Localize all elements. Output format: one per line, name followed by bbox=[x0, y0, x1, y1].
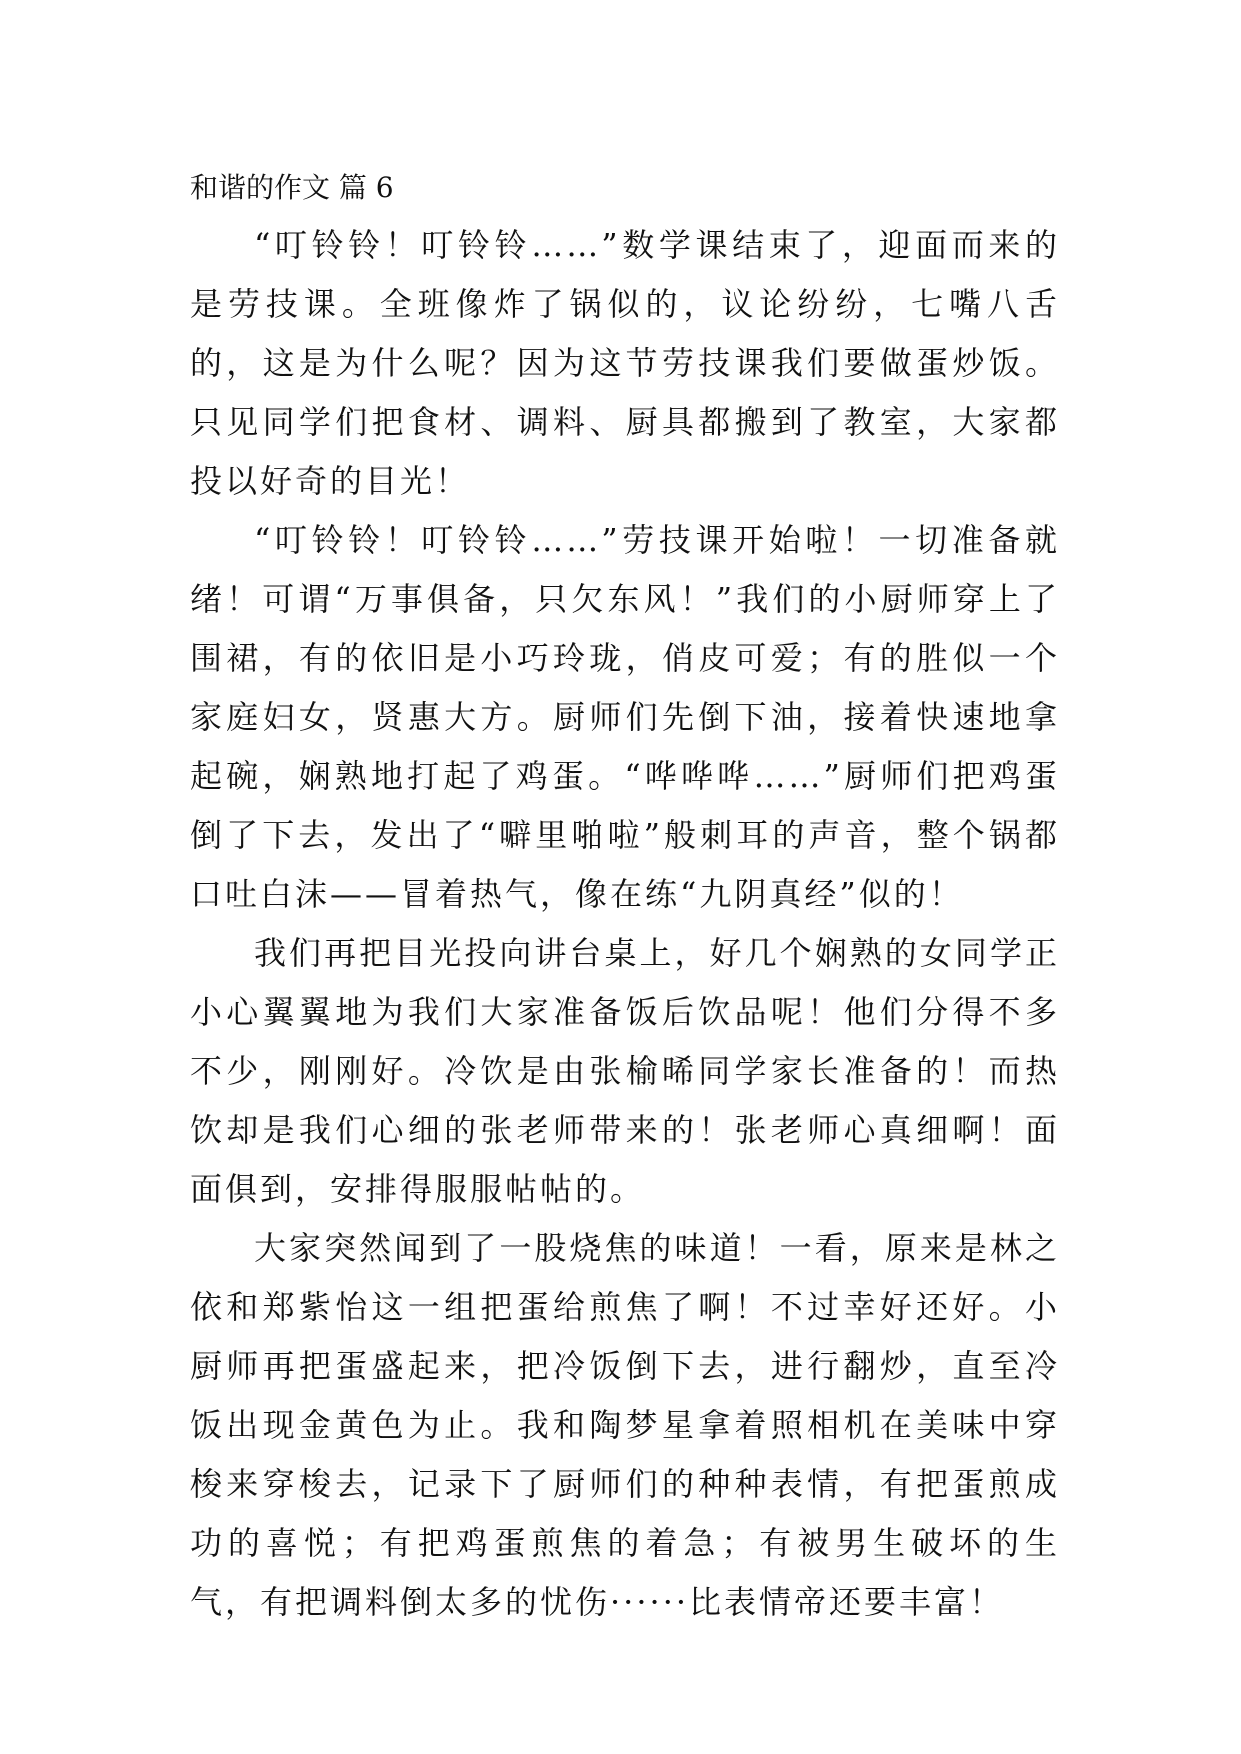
paragraph-1: “叮铃铃！叮铃铃……”数学课结束了，迎面而来的是劳技课。全班像炸了锅似的，议论纷纷，七嘴八舌的，这是为什么呢？因为这节劳技课我们要做蛋炒饭。只见同学们把食材、调料、厨具都搬到了教室，大家都投以好奇的目光！ bbox=[190, 226, 1060, 500]
document-body bbox=[190, 160, 1060, 1632]
paragraph-4: 大家突然闻到了一股烧焦的味道！一看，原来是林之依和郑紫怡这一组把蛋给煎焦了啊！不过幸好还好。小厨师再把蛋盛起来，把冷饭倒下去，进行翻炒，直至冷饭出现金黄色为止。我和陶梦星拿着照相机在美味中穿梭来穿梭去，记录下了厨师们的种种表情，有把蛋煎成功的喜悦；有把鸡蛋煎焦的着急；有被男生破坏的生气，有把调料倒太多的忧伤······比表情帝还要丰富！ bbox=[190, 1229, 1060, 1621]
paragraph-2: “叮铃铃！叮铃铃……”劳技课开始啦！一切准备就绪！可谓“万事俱备，只欠东风！”我们的小厨师穿上了围裙，有的依旧是小巧玲珑，俏皮可爱；有的胜似一个家庭妇女，贤惠大方。厨师们先倒下油，接着快速地拿起碗，娴熟地打起了鸡蛋。“哗哗哗……”厨师们把鸡蛋倒了下去，发出了“噼里啪啦”般刺耳的声音，整个锅都口吐白沫——冒着热气，像在练“九阴真经”似的！ bbox=[190, 521, 1060, 913]
paragraph-3: 我们再把目光投向讲台桌上，好几个娴熟的女同学正小心翼翼地为我们大家准备饭后饮品呢！他们分得不多不少，刚刚好。冷饮是由张榆晞同学家长准备的！而热饮却是我们心细的张老师带来的！张老师心真细啊！面面俱到，安排得服服帖帖的。 bbox=[190, 934, 1060, 1208]
document-title: 和谐的作文 篇 6 bbox=[190, 171, 394, 204]
